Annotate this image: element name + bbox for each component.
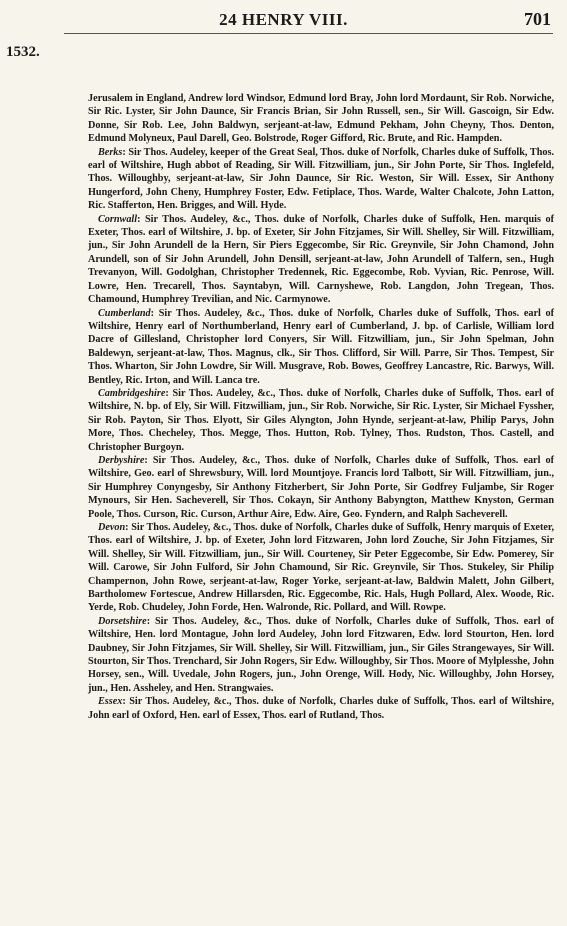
entry-dorsetshire: [88, 615, 554, 695]
county-name: Derbyshire: [98, 454, 145, 466]
entry-text: : Sir Thos. Audeley, &c., Thos. duke of Norfolk, Charles duke of Suffolk, Thos. earl of Wiltshire, N. bp. of Ely, Sir Will. Fitzwilliam, jun., Sir Rob. Norwiche, Sir Ric. Lyster, Sir Michael Fyssher, Sir Rob. Payton, Sir Thos. Elyott, Sir Giles Alyngton, John Hynde, serjeant-at-law, Philip Parys, John More, Thos. Checheley, Thos. Megge, Thos. Hutton, Rob. Tylney, Thos. Rudston, Thos. Castell, and Christopher Burgoyn.: [88, 387, 554, 453]
entry-devon: [88, 521, 554, 615]
county-name: Cambridgeshire: [98, 387, 166, 399]
entry-continued: [88, 92, 554, 146]
header-rule: [64, 33, 553, 34]
body-text: [88, 92, 554, 722]
county-name: Berks: [98, 146, 123, 158]
entry-text: : Sir Thos. Audeley, &c., Thos. duke of Norfolk, Charles duke of Suffolk, Thos. earl of Wiltshire, Geo. earl of Shrewsbury, Will. lord Mountjoye. Francis lord Talbott, Sir Will. Fitzwilliam, jun., Sir Humphrey Conyngesby, Sir Anthony Fitzherbert, Sir John Porte, Sir Godfrey Fuljambe, Sir Roger Mynours, Sir Hen. Sacheverell, Sir Thos. Cokayn, Sir Anthony Babyngton, Matthew Knyston, German Poole, Thos. Curson, Ric. Curson, Arthur Aire, Edw. Aire, Geo. Fyndern, and Ralph Sacheverell.: [88, 454, 554, 520]
entry-cornwall: [88, 213, 554, 307]
entry-text: : Sir Thos. Audeley, &c., Thos. duke of Norfolk, Charles duke of Suffolk, Thos. earl of Wiltshire, Henry earl of Northumberland, Henry earl of Cumberland, J. bp. of Carlisle, William lord Dacre of Gillesland, Christopher lord Conyers, Sir Will. Fitzwilliam, jun., Sir John Spelman, John Baldewyn, serjeant-at-law, Thos. Magnus, clk., Sir Thos. Clifford, Sir Will. Parre, Sir Thos. Tempest, Sir Thos. Wharton, Sir John Lowdre, Sir Will. Musgrave, Rob. Bowes, Geoffrey Lancastre, Ric. Barwys, Will. Bentley, Ric. Irton, and Will. Lanca tre.: [88, 307, 554, 386]
entry-text: Jerusalem in England, Andrew lord Windsor, Edmund lord Bray, John lord Mordaunt, Sir Rob. Norwiche, Sir Ric. Lyster, Sir John Daunce, Sir Francis Brian, Sir John Russell, sen., Sir Will. Gascoign, Sir Edw. Donne, Sir Rob. Lee, John Baldwyn, serjeant-at-law, Edmund Pekham, John Cheyny, Thos. Denton, Edmund Molyneux, Paul Darell, Geo. Bolstrode, Roger Gifford, Ric. Brute, and Ric. Hampden.: [88, 93, 554, 145]
entry-essex: [88, 695, 554, 722]
running-title: 24 HENRY VIII.: [219, 10, 348, 29]
entry-cambridgeshire: [88, 387, 554, 454]
county-name: Essex: [98, 696, 123, 708]
county-name: Dorsetshire: [98, 615, 147, 627]
entry-text: : Sir Thos. Audeley, &c., Thos. duke of Norfolk, Charles duke of Suffolk, Thos. earl of Wiltshire, Hen. lord Montague, John lord Audeley, John lord Fitzwaren, Edw. lord Stourton, Hen. lord Daubney, Sir John Fitzjames, Sir Will. Shelley, Sir Will. Fitzwilliam, jun., Sir Giles Strangewayes, Sir Will. Stourton, Sir Thos. Trenchard, Sir John Rogers, Sir Edw. Willoughby, Sir Thos. Moore of Mylplesshe, John Horsey, sen., Will. Uvedale, John Rogers, jun., John Orenge, Will. Hody, Nic. Willoughby, John Horsey, jun., Hen. Assheley, and Hen. Strangwaies.: [88, 615, 554, 694]
county-name: Cornwall: [98, 213, 138, 225]
entry-text: : Sir Thos. Audeley, &c., Thos. duke of Norfolk, Charles duke of Suffolk, Henry marquis of Exeter, Thos. earl of Wiltshire, J. bp. of Exeter, John lord Fitzwaren, John lord Zouche, Sir John Fitzjames, Sir Will. Shelley, Sir Will. Fitzwilliam, jun., Sir Will. Courteney, Sir Peter Eggecombe, Sir Edw. Pomerey, Sir Will. Carowe, Sir John Fulford, Sir John Chamound, Sir Ric. Greynvile, Sir Thos. Stukeley, Sir Philip Champernon, John Rowe, serjeant-at-law, Roger Yorke, serjeant-at-law, Baldwin Malett, John Gilbert, Bartholomew Fortescue, Andrew Hillarsden, Ric. Eggecombe, Ric. Hals, Hugh Pollard, Alex. Woode, Ric. Yerde, Rob. Chudeley, John Forde, Hen. Walronde, Ric. Pollard, and Will. Rowpe.: [88, 522, 554, 614]
entry-derbyshire: [88, 454, 554, 521]
entry-text: : Sir Thos. Audeley, keeper of the Great Seal, Thos. duke of Norfolk, Charles duke of Suffolk, Thos. earl of Wiltshire, Hugh abbot of Reading, Sir Will. Fitzwilliam, jun., Sir John Porte, Sir Thos. Inglefeld, Thos. Willoughby, serjeant-at-law, Sir John Daunce, Sir Ric. Weston, Sir Will. Essex, Sir Anthony Hungerford, John Cheny, Humphrey Foster, Edw. Fetiplace, Thos. Warde, Walter Chalcote, John Latton, Ric. Stafferton, Hen. Brigges, and Will. Hyde.: [88, 146, 554, 212]
entry-text: : Sir Thos. Audeley, &c., Thos. duke of Norfolk, Charles duke of Suffolk, Thos. earl of Wiltshire, John earl of Oxford, Hen. earl of Essex, Thos. earl of Rutland, Thos.: [88, 696, 554, 721]
county-name: Devon: [98, 522, 126, 533]
county-name: Cumberland: [98, 307, 151, 319]
entry-cumberland: [88, 307, 554, 387]
page-number: 701: [524, 9, 551, 29]
running-head: [0, 6, 567, 32]
margin-year: 1532.: [6, 44, 40, 60]
entry-text: : Sir Thos. Audeley, &c., Thos. duke of Norfolk, Charles duke of Suffolk, Hen. marquis of Exeter, Thos. earl of Wiltshire, J. bp. of Exeter, Sir John Fitzjames, Sir Will. Shelley, Sir Will. Fitzwilliam, jun., Sir John Arundell de la Hern, Sir Piers Eggecombe, Sir Ric. Greynvile, Sir John Chamond, John Arundell, son of Sir John Arundell, John Densill, serjeant-at-law, John Arundell of Talfern, sen., Hugh Trevanyon, Will. Godolghan, Christopher Tredennek, Ric. Eggecombe, Rob. Vyvian, Ric. Penrose, Will. Lowre, Hen. Trecarell, Thos. Sayntabyn, Will. Carnyshewe, Rob. Langdon, John Tregean, Thos. Chamound, Humphrey Trevilian, and Nic. Carmynowe.: [88, 213, 554, 306]
entry-berks: [88, 146, 554, 213]
